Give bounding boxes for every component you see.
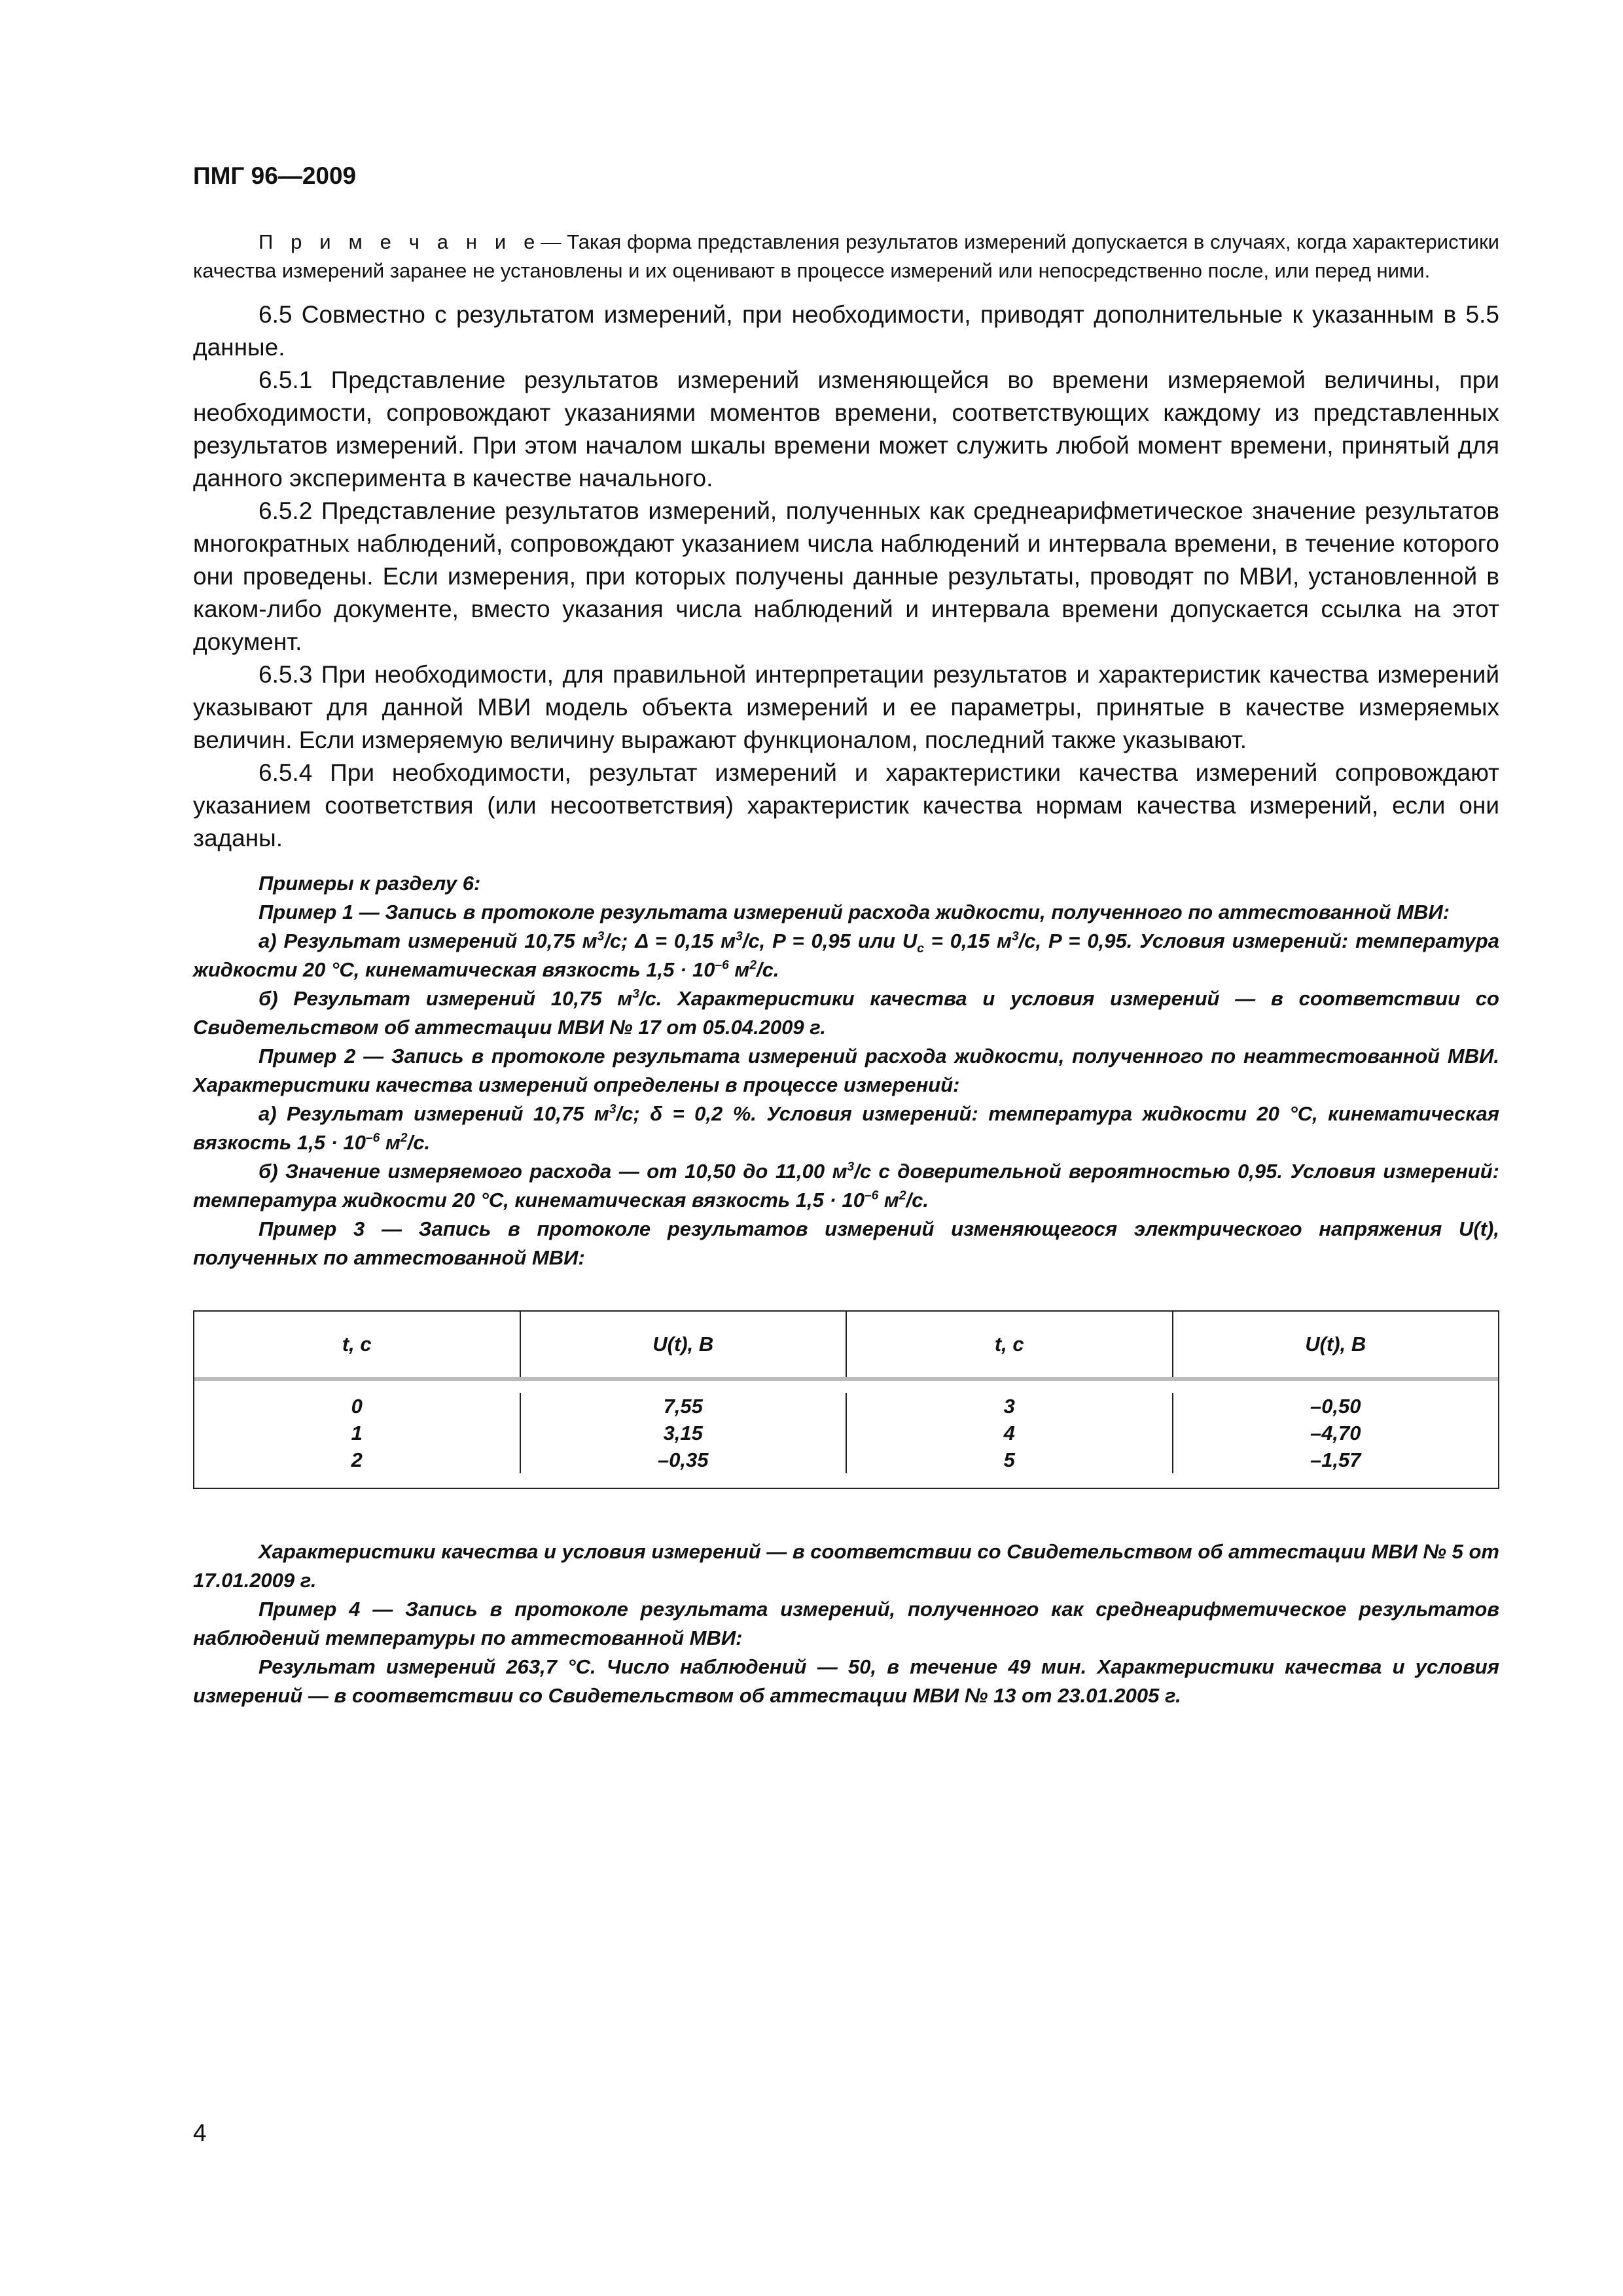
note xyxy=(193,228,1499,285)
table-cell: –4,70 xyxy=(1310,1422,1361,1444)
voltage-table xyxy=(193,1310,1499,1489)
example-1-b: б) Результат измерений 10,75 $м^3/с$. Характеристики качества и условия измерений — в соответствии со Свидетельством об аттестации МВИ № 17 от 05.04.2009 г. xyxy=(193,987,1499,1039)
paragraph-6-5-4: 6.5.4 При необходимости, результат измерений и характеристики качества измерений сопровождают указанием соответствия (или несоответствия) характеристик качества нормам качества измерений, если они заданы. xyxy=(193,759,1499,852)
table-header-cell: t, c xyxy=(847,1312,1173,1377)
after-table-text: Характеристики качества и условия измерений — в соответствии со Свидетельством об аттестации МВИ № 5 от 17.01.2009 г. xyxy=(193,1540,1499,1592)
table-cell: 1 xyxy=(351,1422,363,1444)
table-header-cell: U(t), B xyxy=(1305,1333,1366,1355)
table-header-row xyxy=(194,1312,1498,1381)
example-2-a: а) Результат измерений 10,75 $м^3/с$; δ = 0,2 %. Условия измерений: температура жидкости 20 °C, кинематическая вязкость $1,5 \cdot 10^{-6}$ $м^2/с$. xyxy=(193,1102,1499,1154)
table-header-cell: U(t), B xyxy=(521,1312,847,1377)
example-1-title: Пример 1 — Запись в протоколе результата измерений расхода жидкости, полученного по аттестованной МВИ: xyxy=(259,901,1450,924)
table-body xyxy=(194,1381,1498,1488)
table-cell: 3,15 xyxy=(663,1422,703,1444)
example-2-b: б) Значение измеряемого расхода — от 10,50 до 11,00 $м^3/с$ с доверительной вероятностью 0,95. Условия измерений: температура жидкости 20 °C, кинематическая вязкость $1,5 \cdot 10^{-6}$ $м^2/с$. xyxy=(193,1160,1499,1211)
table-cell: 5 xyxy=(1003,1448,1015,1471)
paragraph-6-5-3: 6.5.3 При необходимости, для правильной интерпретации результатов и характеристик качества измерений указывают для данной МВИ модель объекта измерений и ее параметры, принятые в качестве измеряемых величин. Если измеряемую величину выражают функционалом, последний также указывают. xyxy=(193,661,1499,753)
document-body xyxy=(193,228,1499,1710)
table-cell: 3 xyxy=(1003,1395,1015,1418)
table-cell: 7,55 xyxy=(663,1395,703,1418)
table-column xyxy=(1173,1393,1499,1473)
table-column xyxy=(194,1393,521,1473)
table-cell: –0,35 xyxy=(657,1448,709,1471)
document-id: ПМГ 96—2009 xyxy=(193,162,357,189)
example-3-title: Пример 3 — Запись в протоколе результатов измерений изменяющегося электрического напряжения U(t), полученных по аттестованной МВИ: xyxy=(193,1217,1499,1269)
table-header-cell: t, c xyxy=(194,1312,521,1377)
paragraph-6-5-1: 6.5.1 Представление результатов измерений изменяющейся во времени измеряемой величины, при необходимости, сопровождают указаниями моментов времени, соответствующих каждому из представленных результатов измерений. При этом началом шкалы времени может служить любой момент времени, принятый для данного эксперимента в качестве начального. xyxy=(193,367,1499,492)
table-cell: –0,50 xyxy=(1310,1395,1361,1418)
table-column xyxy=(521,1393,847,1473)
note-text: — Такая форма представления результатов измерений допускается в случаях, когда характеристики качества измерений заранее не установлены и их оценивают в процессе измерений или непосредственно после, или перед ними. xyxy=(193,230,1499,282)
table-cell: –1,57 xyxy=(1310,1448,1361,1471)
paragraph-6-5: 6.5 Совместно с результатом измерений, при необходимости, приводят дополнительные к указанным в 5.5 данные. xyxy=(193,301,1499,361)
page-number: 4 xyxy=(193,2119,207,2146)
table-cell: 2 xyxy=(351,1448,363,1471)
note-label: П р и м е ч а н и е xyxy=(259,230,541,253)
table-cell: 4 xyxy=(1003,1422,1015,1444)
example-2-title: Пример 2 — Запись в протоколе результата измерений расхода жидкости, полученного по неаттестованной МВИ. Характеристики качества измерений определены в процессе измерений: xyxy=(193,1045,1499,1096)
examples-heading: Примеры к разделу 6: xyxy=(259,872,481,895)
table-cell: 0 xyxy=(351,1395,363,1418)
example-4-title: Пример 4 — Запись в протоколе результата измерений, полученного как среднеарифметическое результатов наблюдений температуры по аттестованной МВИ: xyxy=(193,1598,1499,1649)
table-column xyxy=(847,1393,1173,1473)
example-4-text: Результат измерений 263,7 °C. Число наблюдений — 50, в течение 49 мин. Характеристики качества и условия измерений — в соответствии со Свидетельством об аттестации МВИ № 13 от 23.01.2005 г. xyxy=(193,1655,1499,1707)
paragraph-6-5-2: 6.5.2 Представление результатов измерений, полученных как среднеарифметическое значение результатов многократных наблюдений, сопровождают указанием числа наблюдений и интервала времени, в течение которого они проведены. Если измерения, при которых получены данные результаты, проводят по МВИ, установленной в каком-либо документе, вместо указания числа наблюдений и интервала времени допускается ссылка на этот документ. xyxy=(193,497,1499,655)
example-1-a: а) Результат измерений 10,75 $м^3/с$; Δ = 0,15 $м^3/с$, P = 0,95 или $U_с = 0,15$ $м^3/с$, P = 0,95. Условия измерений: температура жидкости 20 °C, кинематическая вязкость $1,5 \cdot 10^{-6}$ $м^2/с$. xyxy=(193,929,1499,981)
